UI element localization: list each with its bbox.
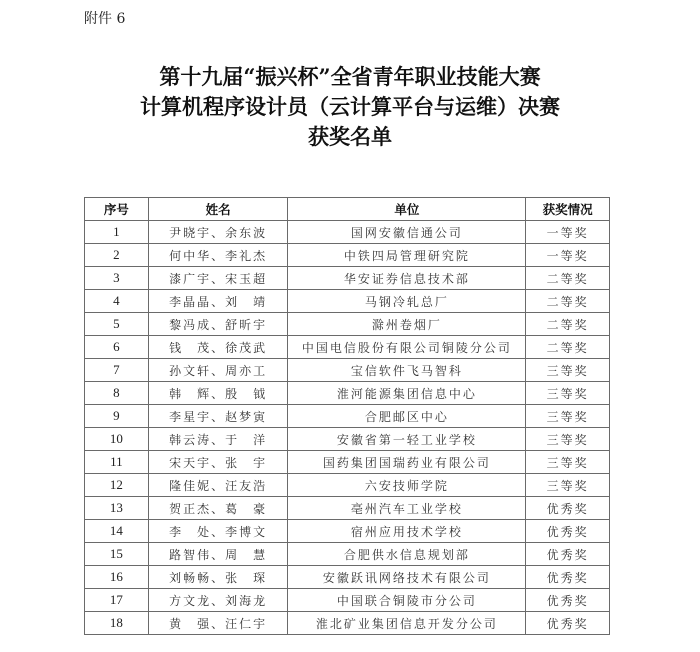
cell-no: 14 [85,520,149,543]
cell-no: 4 [85,290,149,313]
cell-no: 2 [85,244,149,267]
cell-award: 二等奖 [526,313,610,336]
cell-unit: 六安技师学院 [288,474,526,497]
title-line-1: 第十九届“振兴杯”全省青年职业技能大赛 [159,64,541,89]
cell-unit: 国网安徽信通公司 [288,221,526,244]
title-line-2: 计算机程序设计员（云计算平台与运维）决赛 [140,94,560,119]
cell-names: 韩 辉、殷 钺 [148,382,288,405]
cell-award: 优秀奖 [526,543,610,566]
cell-award: 一等奖 [526,244,610,267]
cell-no: 5 [85,313,149,336]
table-row [85,497,610,520]
cell-no: 10 [85,428,149,451]
table-row [85,543,610,566]
cell-award: 三等奖 [526,428,610,451]
cell-award: 二等奖 [526,290,610,313]
table-row [85,382,610,405]
cell-names: 黄 强、汪仁宇 [148,612,288,635]
cell-award: 优秀奖 [526,497,610,520]
cell-names: 刘畅畅、张 琛 [148,566,288,589]
table-row [85,290,610,313]
cell-names: 路智伟、周 慧 [148,543,288,566]
cell-names: 李星宇、赵梦寅 [148,405,288,428]
table-row [85,520,610,543]
cell-no: 16 [85,566,149,589]
title-line-3: 获奖名单 [308,124,392,149]
cell-names: 黎冯成、舒昕宇 [148,313,288,336]
cell-no: 7 [85,359,149,382]
cell-award: 二等奖 [526,267,610,290]
cell-award: 优秀奖 [526,520,610,543]
cell-unit: 中铁四局管理研究院 [288,244,526,267]
cell-names: 贺正杰、葛 豪 [148,497,288,520]
cell-no: 12 [85,474,149,497]
cell-unit: 淮北矿业集团信息开发分公司 [288,612,526,635]
cell-unit: 亳州汽车工业学校 [288,497,526,520]
table-row [85,405,610,428]
cell-award: 三等奖 [526,359,610,382]
cell-no: 9 [85,405,149,428]
table-row [85,589,610,612]
cell-no: 13 [85,497,149,520]
header-no: 序号 [85,198,149,221]
cell-names: 方文龙、刘海龙 [148,589,288,612]
header-award: 获奖情况 [526,198,610,221]
cell-unit: 华安证券信息技术部 [288,267,526,290]
cell-no: 1 [85,221,149,244]
cell-unit: 宝信软件飞马智科 [288,359,526,382]
cell-unit: 安徽跃讯网络技术有限公司 [288,566,526,589]
cell-unit: 宿州应用技术学校 [288,520,526,543]
table-row [85,267,610,290]
table-row [85,336,610,359]
cell-award: 优秀奖 [526,612,610,635]
cell-award: 三等奖 [526,405,610,428]
table-row [85,221,610,244]
table-row [85,428,610,451]
cell-names: 孙文轩、周亦工 [148,359,288,382]
cell-award: 一等奖 [526,221,610,244]
table-row [85,451,610,474]
document-title [0,62,700,152]
table-row [85,313,610,336]
cell-award: 优秀奖 [526,566,610,589]
cell-names: 尹晓宇、余东波 [148,221,288,244]
cell-award: 优秀奖 [526,589,610,612]
cell-unit: 合肥邮区中心 [288,405,526,428]
header-names: 姓名 [148,198,288,221]
cell-award: 三等奖 [526,474,610,497]
cell-no: 17 [85,589,149,612]
header-unit: 单位 [288,198,526,221]
cell-unit: 马钢冷轧总厂 [288,290,526,313]
cell-no: 15 [85,543,149,566]
table-row [85,566,610,589]
cell-unit: 滁州卷烟厂 [288,313,526,336]
table-row [85,474,610,497]
cell-unit: 合肥供水信息规划部 [288,543,526,566]
cell-unit: 中国电信股份有限公司铜陵分公司 [288,336,526,359]
table-row [85,244,610,267]
cell-names: 漆广宇、宋玉超 [148,267,288,290]
cell-unit: 淮河能源集团信息中心 [288,382,526,405]
cell-award: 二等奖 [526,336,610,359]
cell-no: 6 [85,336,149,359]
award-table [84,197,610,635]
cell-award: 三等奖 [526,382,610,405]
cell-no: 18 [85,612,149,635]
cell-no: 3 [85,267,149,290]
cell-unit: 安徽省第一轻工业学校 [288,428,526,451]
cell-unit: 中国联合铜陵市分公司 [288,589,526,612]
cell-names: 钱 茂、徐茂武 [148,336,288,359]
cell-names: 宋天宇、张 宇 [148,451,288,474]
cell-award: 三等奖 [526,451,610,474]
cell-names: 隆佳妮、汪友浩 [148,474,288,497]
table-row [85,359,610,382]
attachment-label: 附件 6 [84,11,126,27]
table-header-row [85,198,610,221]
cell-names: 何中华、李礼杰 [148,244,288,267]
cell-no: 8 [85,382,149,405]
cell-unit: 国药集团国瑞药业有限公司 [288,451,526,474]
cell-names: 韩云涛、于 洋 [148,428,288,451]
cell-names: 李晶晶、刘 靖 [148,290,288,313]
table-row [85,612,610,635]
cell-no: 11 [85,451,149,474]
cell-names: 李 处、李博文 [148,520,288,543]
